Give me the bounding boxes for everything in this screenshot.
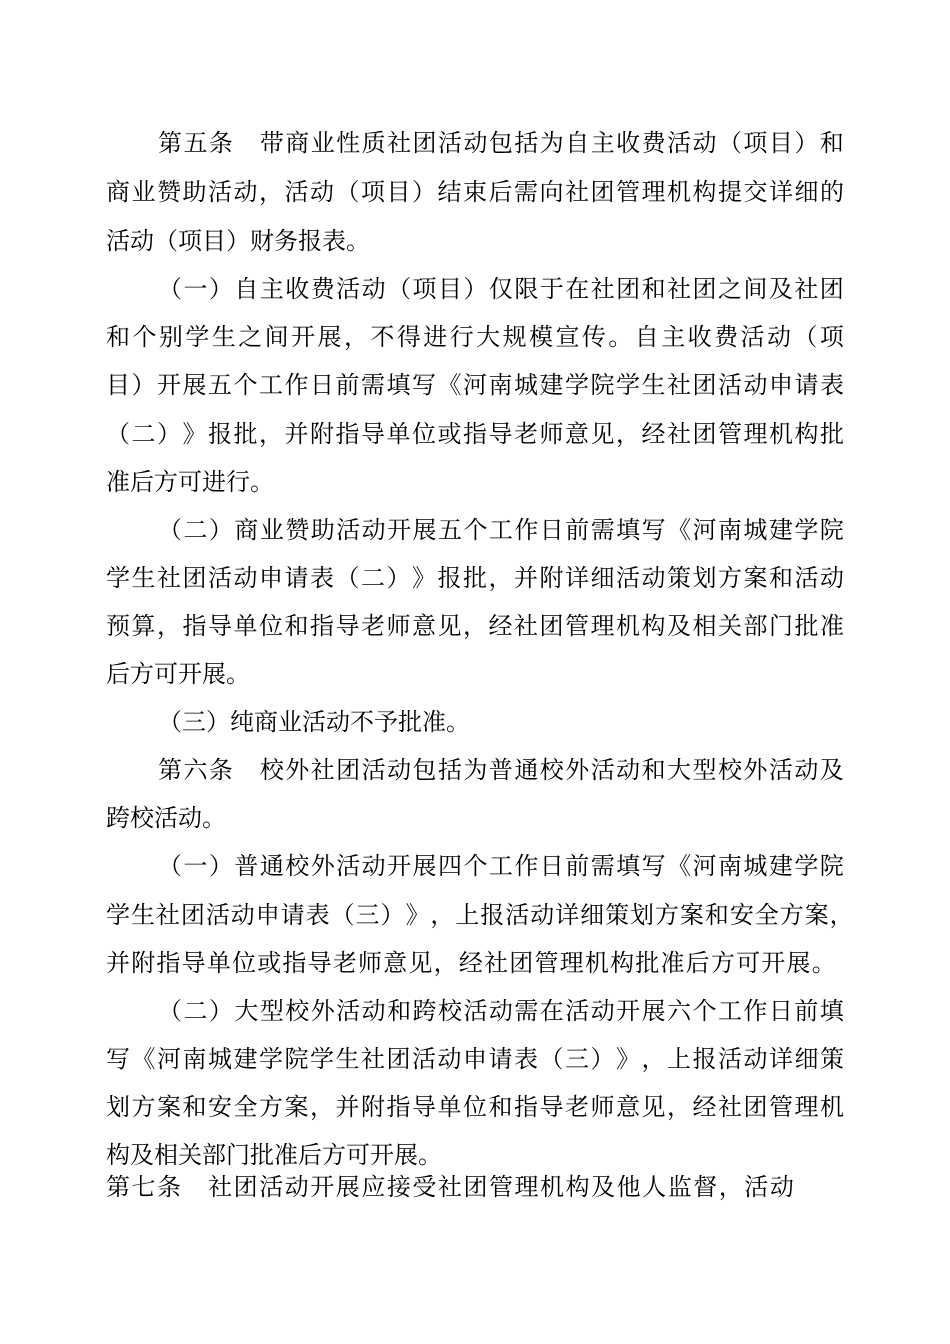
paragraph-line: 第 五 条 带 商 业 性 质 社 团 活 动 包 括 为 自 主 收 费 活 动 （ 项 目 ） 和	[158, 129, 844, 157]
paragraph-line: 划 方 案 和 安 全 方 案 ， 并 附 指 导 单 位 和 指 导 老 师 意 见 ， 经 社 团 管 理 机	[106, 1093, 844, 1121]
paragraph-line: （三）纯商业活动不予批准。	[158, 708, 470, 736]
paragraph-line: 学 生 社 团 活 动 申 请 表 （ 二 ） 》 报 批 ， 并 附 详 细 活 动 策 划 方 案 和 活 动	[106, 564, 844, 592]
paragraph-line: 写 《 河 南 城 建 学 院 学 生 社 团 活 动 申 请 表 （ 三 ） 》 ， 上 报 活 动 详 细 策	[106, 1045, 844, 1073]
paragraph-line: 准后方可进行。	[106, 468, 274, 496]
paragraph-line: 第 七 条 社 团 活 动 开 展 应 接 受 社 团 管 理 机 构 及 他 人 监 督 ， 活 动	[106, 1173, 794, 1201]
paragraph-line: 和 个 别 学 生 之 间 开 展 ， 不 得 进 行 大 规 模 宣 传 。 自 主 收 费 活 动 （ 项	[106, 323, 844, 351]
paragraph-line: （ 二 ） 大 型 校 外 活 动 和 跨 校 活 动 需 在 活 动 开 展 六 个 工 作 日 前 填	[158, 997, 844, 1025]
paragraph-line: （ 一 ） 自 主 收 费 活 动 （ 项 目 ） 仅 限 于 在 社 团 和 社 团 之 间 及 社 团	[158, 275, 844, 303]
paragraph-line: 活动（项目）财务报表。	[106, 227, 370, 255]
paragraph-line: 后方可开展。	[106, 660, 250, 688]
paragraph-line: 目 ） 开 展 五 个 工 作 日 前 需 填 写 《 河 南 城 建 学 院 学 生 社 团 活 动 申 请 表	[106, 371, 844, 399]
paragraph-line: 商 业 赞 助 活 动 ， 活 动 （ 项 目 ） 结 束 后 需 向 社 团 管 理 机 构 提 交 详 细 的	[106, 178, 844, 206]
paragraph-line: （ 二 ） 商 业 赞 助 活 动 开 展 五 个 工 作 日 前 需 填 写 《 河 南 城 建 学 院	[158, 516, 844, 544]
paragraph-line: 第 六 条 校 外 社 团 活 动 包 括 为 普 通 校 外 活 动 和 大 型 校 外 活 动 及	[158, 756, 844, 784]
paragraph-line: 预 算 ， 指 导 单 位 和 指 导 老 师 意 见 ， 经 社 团 管 理 机 构 及 相 关 部 门 批 准	[106, 612, 844, 640]
paragraph-line: 学 生 社 团 活 动 申 请 表 （ 三 ） 》 ， 上 报 活 动 详 细 策 划 方 案 和 安 全 方 案 ，	[106, 901, 854, 929]
paragraph-line: 并 附 指 导 单 位 或 指 导 老 师 意 见 ， 经 社 团 管 理 机 构 批 准 后 方 可 开 展 。	[106, 949, 836, 977]
paragraph-line: （ 一 ） 普 通 校 外 活 动 开 展 四 个 工 作 日 前 需 填 写 《 河 南 城 建 学 院	[158, 852, 844, 880]
paragraph-line: 构及相关部门批准后方可开展。	[106, 1141, 442, 1169]
paragraph-line: 跨校活动。	[106, 804, 226, 832]
paragraph-line: （ 二 ） 》 报 批 ， 并 附 指 导 单 位 或 指 导 老 师 意 见 ， 经 社 团 管 理 机 构 批	[106, 420, 844, 448]
